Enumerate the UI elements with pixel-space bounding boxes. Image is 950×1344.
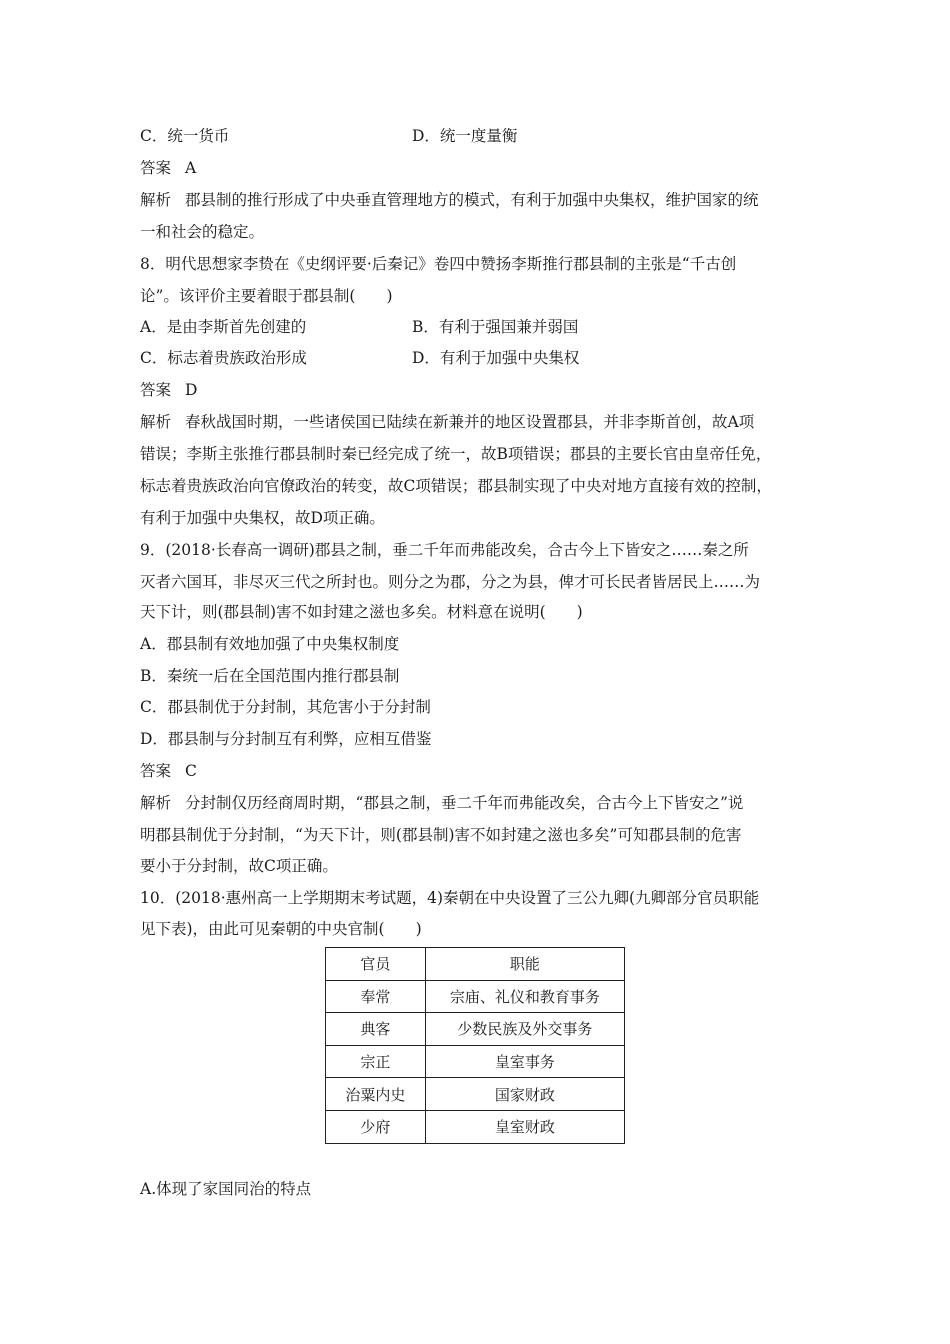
q8-analysis-line: 错误；李斯主张推行郡县制时秦已经完成了统一，故B项错误；郡县的主要长官由皇帝任免，	[140, 445, 772, 463]
table-cell-function: 少数民族及外交事务	[425, 1013, 624, 1046]
q7-option-d: D．统一度量衡	[412, 127, 518, 145]
table-cell-official: 少府	[326, 1110, 426, 1143]
analysis-text: 郡县制的推行形成了中央垂直管理地方的模式，有利于加强中央集权，维护国家的统	[185, 191, 759, 209]
q9-answer	[140, 761, 197, 781]
q7-analysis-line: 一和社会的稳定。	[140, 223, 265, 241]
q8-analysis-line: 有利于加强中央集权，故D项正确。	[140, 509, 385, 527]
q9-option-d: D．郡县制与分封制互有利弊，应相互借鉴	[140, 730, 432, 748]
table-row	[326, 980, 625, 1013]
table-cell-official: 奉常	[326, 980, 426, 1013]
analysis-label: 解析	[140, 413, 172, 431]
answer-value: D	[185, 381, 198, 399]
table-header-cell: 官员	[326, 948, 426, 981]
table-row	[326, 1045, 625, 1078]
table-row	[326, 1110, 625, 1143]
q9-stem: 灭者六国耳，非尽灭三代之所封也。则分之为郡，分之为县，俾才可长民者皆居民上……为	[140, 573, 761, 591]
table-cell-function: 皇室事务	[425, 1045, 624, 1078]
q7-answer	[140, 158, 196, 178]
analysis-text: 分封制仅历经商周时期，“郡县之制，垂二千年而弗能改矣，合古今上下皆安之”说	[185, 794, 744, 812]
q10-stem: 10．(2018·惠州高一上学期期末考试题，4)秦朝在中央设置了三公九卿(九卿部分官员职能	[140, 889, 760, 907]
answer-label: 答案	[140, 381, 172, 399]
q7-option-c: C．统一货币	[140, 127, 230, 145]
answer-value: C	[185, 762, 197, 780]
table-row	[326, 1013, 625, 1046]
table-cell-official: 治粟内史	[326, 1078, 426, 1111]
table-cell-official: 典客	[326, 1013, 426, 1046]
q9-analysis-line: 明郡县制优于分封制，“为天下计，则(郡县制)害不如封建之滋也多矣”可知郡县制的危害	[140, 826, 742, 844]
q8-stem: 8．明代思想家李贽在《史纲评要·后秦记》卷四中赞扬李斯推行郡县制的主张是“千古创	[140, 255, 737, 273]
table-cell-function: 国家财政	[425, 1078, 624, 1111]
q9-stem: 9．(2018·长春高一调研)郡县之制，垂二千年而弗能改矣，合古今上下皆安之……秦之所	[140, 541, 749, 559]
q9-option-c: C．郡县制优于分封制，其危害小于分封制	[140, 698, 431, 716]
q9-option-b: B．秦统一后在全国范围内推行郡县制	[140, 667, 400, 685]
q9-analysis-line: 要小于分封制，故C项正确。	[140, 857, 338, 875]
q8-option-d: D．有利于加强中央集权	[412, 349, 580, 367]
q8-analysis-line: 标志着贵族政治向官僚政治的转变，故C项错误；郡县制实现了中央对地方直接有效的控制，	[140, 477, 772, 495]
q8-option-c: C．标志着贵族政治形成	[140, 349, 307, 367]
answer-label: 答案	[140, 159, 172, 177]
q8-answer	[140, 380, 197, 400]
q8-option-a: A．是由李斯首先创建的	[140, 318, 307, 336]
q10-stem: 见下表)，由此可见秦朝的中央官制( )	[140, 920, 422, 938]
analysis-label: 解析	[140, 794, 172, 812]
table-header-cell: 职能	[425, 948, 624, 981]
table-cell-official: 宗正	[326, 1045, 426, 1078]
q9-stem: 天下计，则(郡县制)害不如封建之滋也多矣。材料意在说明( )	[140, 603, 583, 621]
analysis-text: 春秋战国时期，一些诸侯国已陆续在新兼并的地区设置郡县，并非李斯首创，故A项	[185, 413, 755, 431]
table-cell-function: 宗庙、礼仪和教育事务	[425, 980, 624, 1013]
table-cell-function: 皇室财政	[425, 1110, 624, 1143]
q9-analysis-line	[140, 793, 743, 813]
q8-analysis-line	[140, 412, 754, 432]
table-header-row	[326, 948, 625, 981]
q8-option-b: B．有利于强国兼并弱国	[412, 318, 579, 336]
q9-option-a: A．郡县制有效地加强了中央集权制度	[140, 635, 400, 653]
officials-table	[325, 947, 625, 1144]
analysis-label: 解析	[140, 191, 172, 209]
q10-option-a: A.体现了家国同治的特点	[140, 1180, 312, 1198]
q8-stem: 论”。该评价主要着眼于郡县制( )	[140, 287, 393, 305]
answer-value: A	[185, 159, 197, 177]
q7-analysis-line	[140, 190, 759, 210]
answer-label: 答案	[140, 762, 172, 780]
table-row	[326, 1078, 625, 1111]
